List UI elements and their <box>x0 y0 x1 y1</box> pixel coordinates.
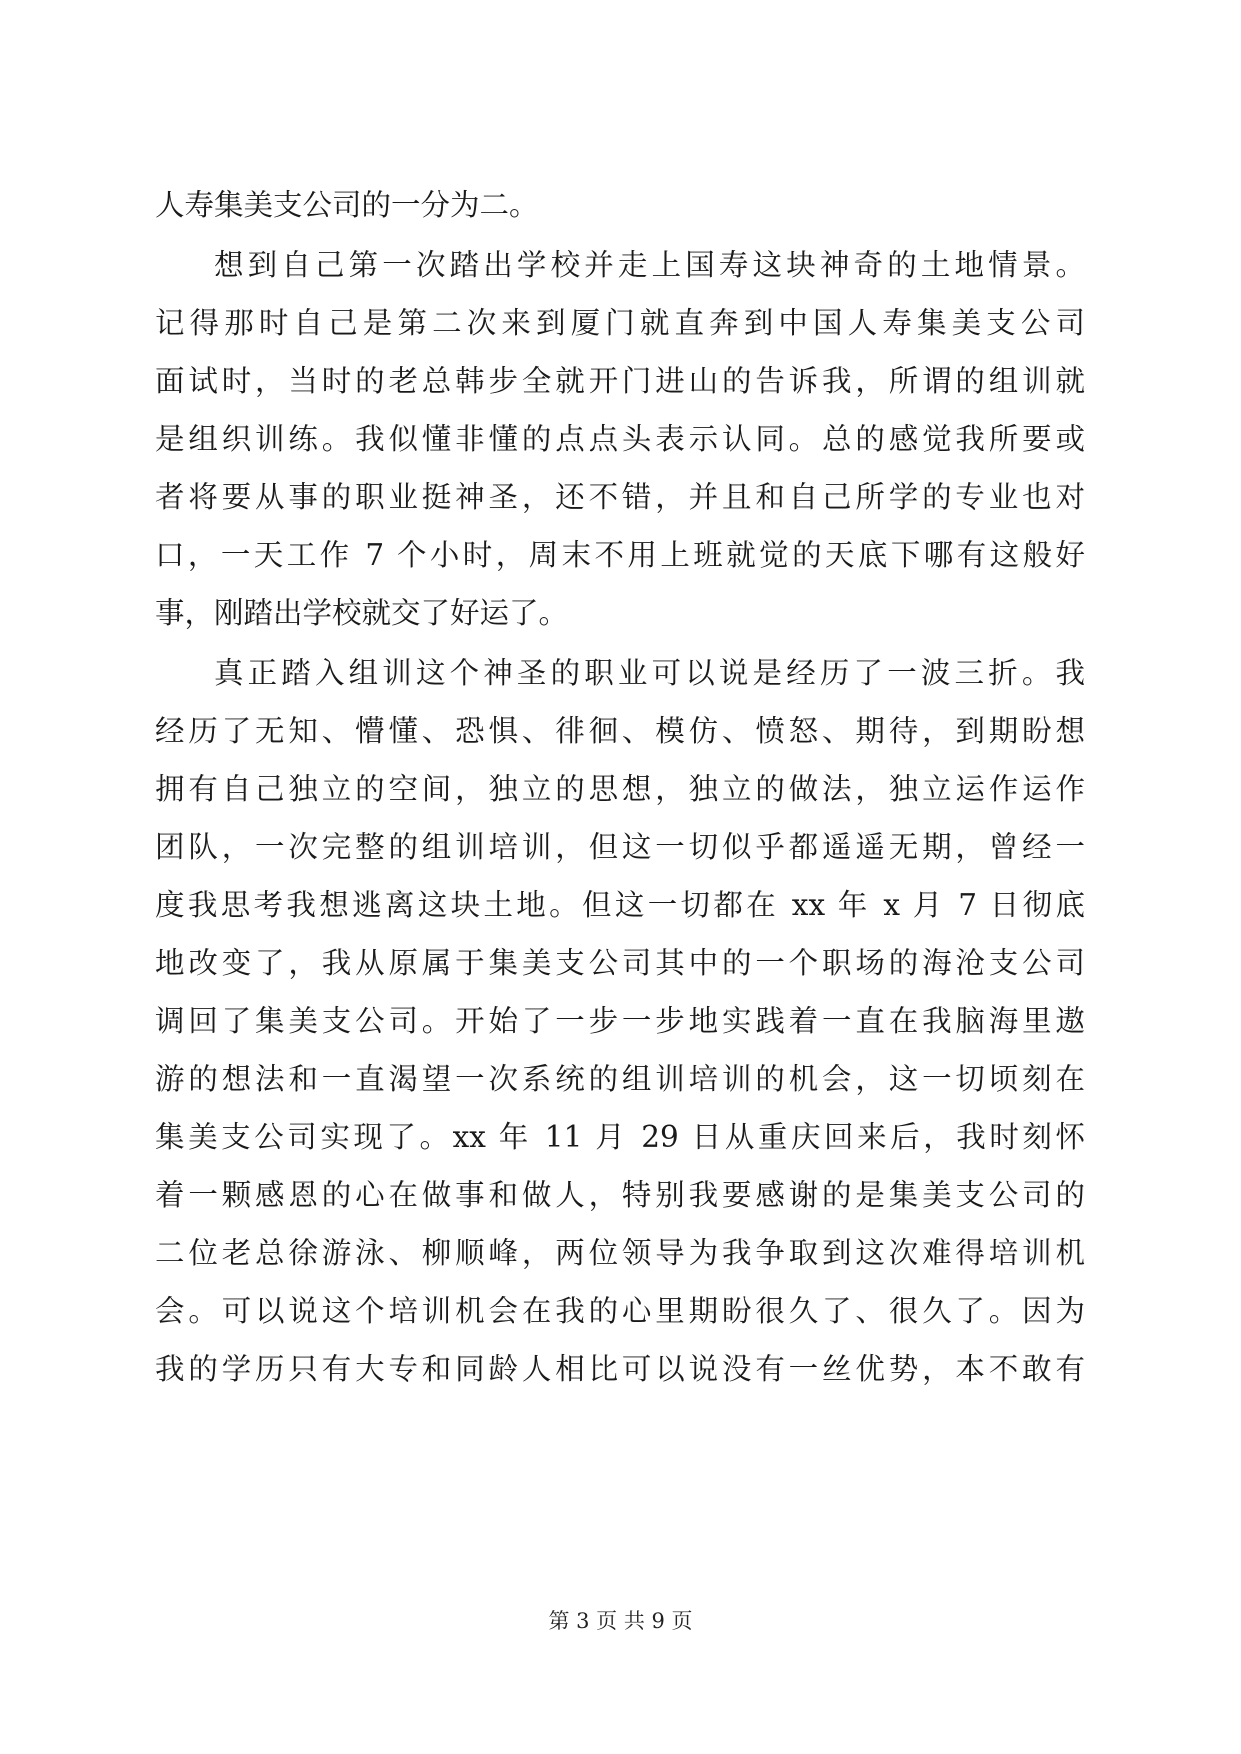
text-line: 事，刚踏出学校就交了好运了。 <box>155 596 569 630</box>
text-line: 人寿集美支公司的一分为二。 <box>155 188 539 222</box>
text-line: 二位老总徐游泳、柳顺峰，两位领导为我争取到这次难得培训机 <box>155 1236 1085 1270</box>
text-line: 调回了集美支公司。开始了一步一步地实践着一直在我脑海里遨 <box>155 1004 1085 1038</box>
text-line: 集美支公司实现了。xx 年 11 月 29 日从重庆回来后，我时刻怀 <box>155 1120 1085 1154</box>
text-line: 拥有自己独立的空间，独立的思想，独立的做法，独立运作运作 <box>155 772 1085 806</box>
text-line: 游的想法和一直渴望一次系统的组训培训的机会，这一切顷刻在 <box>155 1062 1085 1096</box>
text-line: 记得那时自己是第二次来到厦门就直奔到中国人寿集美支公司 <box>155 306 1085 340</box>
text-line: 者将要从事的职业挺神圣，还不错，并且和自己所学的专业也对 <box>155 480 1085 514</box>
text-line: 我的学历只有大专和同龄人相比可以说没有一丝优势，本不敢有 <box>155 1352 1085 1386</box>
paragraph-first-line: 真正踏入组训这个神圣的职业可以说是经历了一波三折。我 <box>214 656 1085 690</box>
text-line: 经历了无知、懵懂、恐惧、徘徊、模仿、愤怒、期待，到期盼想 <box>155 714 1085 748</box>
text-line: 团队，一次完整的组训培训，但这一切似乎都遥遥无期，曾经一 <box>155 830 1085 864</box>
text-line: 是组织训练。我似懂非懂的点点头表示认同。总的感觉我所要或 <box>155 422 1085 456</box>
text-line: 会。可以说这个培训机会在我的心里期盼很久了、很久了。因为 <box>155 1294 1085 1328</box>
text-line: 度我思考我想逃离这块土地。但这一切都在 xx 年 x 月 7 日彻底 <box>155 888 1085 922</box>
page-number-footer: 第 3 页 共 9 页 <box>548 1609 693 1633</box>
paragraph-first-line: 想到自己第一次踏出学校并走上国寿这块神奇的土地情景。 <box>214 248 1085 282</box>
text-line: 面试时，当时的老总韩步全就开门进山的告诉我，所谓的组训就 <box>155 364 1085 398</box>
text-line: 着一颗感恩的心在做事和做人，特别我要感谢的是集美支公司的 <box>155 1178 1085 1212</box>
text-line: 地改变了，我从原属于集美支公司其中的一个职场的海沧支公司 <box>155 946 1085 980</box>
text-line: 口，一天工作 7 个小时，周末不用上班就觉的天底下哪有这般好 <box>155 538 1085 572</box>
